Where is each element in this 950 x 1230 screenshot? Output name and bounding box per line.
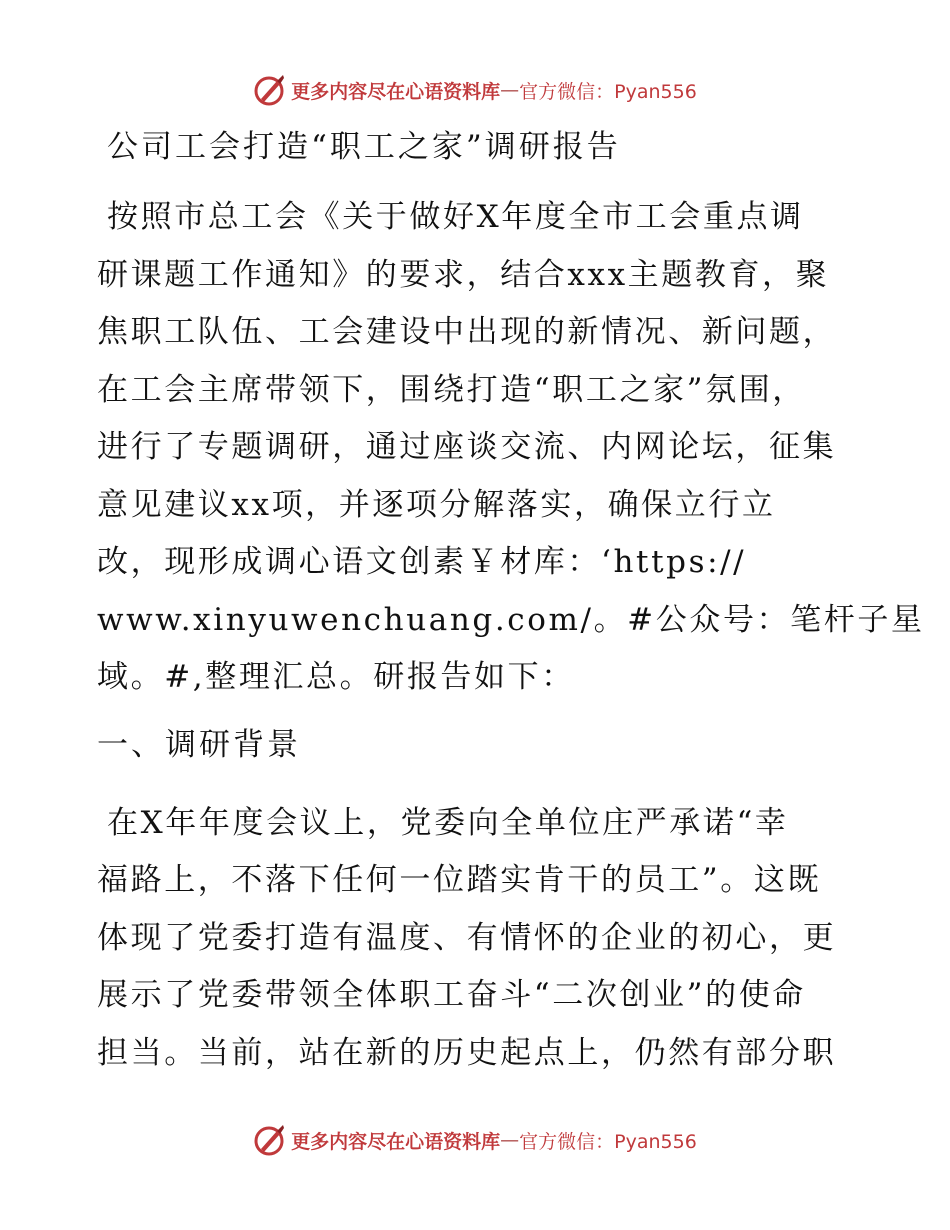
paragraph-line: 体现了党委打造有温度、有情怀的企业的初心，更 bbox=[97, 919, 837, 956]
banner-text: 更多内容尽在心语资料库 bbox=[291, 80, 501, 103]
paragraph-line: 进行了专题调研，通过座谈交流、内网论坛，征集 bbox=[97, 429, 837, 465]
paragraph-line: 域。#,整理汇总。研报告如下： bbox=[97, 659, 575, 695]
paragraph-line: 福路上，不落下任何一位踏实肯干的员工”。这既 bbox=[97, 862, 822, 898]
banner-separator: — bbox=[500, 79, 520, 101]
quill-logo-icon bbox=[253, 1123, 287, 1157]
paragraph-line: 担当。当前，站在新的历史起点上，仍然有部分职 bbox=[97, 1034, 837, 1071]
paragraph-line: 在工会主席带领下，围绕打造“职工之家”氛围， bbox=[97, 371, 806, 408]
document-body bbox=[97, 122, 925, 1082]
quill-logo-icon bbox=[253, 73, 287, 107]
paragraph-line: 按照市总工会《关于做好X年度全市工会重点调 bbox=[107, 199, 804, 235]
paragraph-line: 在X年年度会议上，党委向全单位庄严承诺“幸 bbox=[107, 804, 789, 841]
footer-banner bbox=[0, 1120, 950, 1160]
intro-paragraph bbox=[97, 189, 925, 707]
banner-contact: 官方微信：Pyan556 bbox=[519, 1130, 697, 1153]
paragraph-line: 焦职工队伍、工会建设中出现的新情况、新问题， bbox=[97, 314, 837, 350]
paragraph-line: www.xinyuwenchuang.com/。#公众号：笔杆子星 bbox=[97, 601, 925, 638]
paragraph-line: 意见建议xx项，并逐项分解落实，确保立行立 bbox=[97, 486, 776, 523]
paragraph-line: 研课题工作通知》的要求，结合xxx主题教育，聚 bbox=[97, 256, 830, 293]
banner-separator: — bbox=[500, 1129, 520, 1151]
paragraph-line: 改，现形成调心语文创素￥材库：‘https:// bbox=[97, 544, 747, 580]
banner-text: 更多内容尽在心语资料库 bbox=[291, 1130, 501, 1153]
background-paragraph bbox=[97, 795, 857, 1083]
banner-contact: 官方微信：Pyan556 bbox=[519, 80, 697, 103]
header-banner bbox=[0, 70, 950, 110]
document-title: 公司工会打造“职工之家”调研报告 bbox=[107, 129, 621, 165]
section-heading: 一、调研背景 bbox=[97, 726, 301, 763]
paragraph-line: 展示了党委带领全体职工奋斗“二次创业”的使命 bbox=[97, 977, 806, 1013]
